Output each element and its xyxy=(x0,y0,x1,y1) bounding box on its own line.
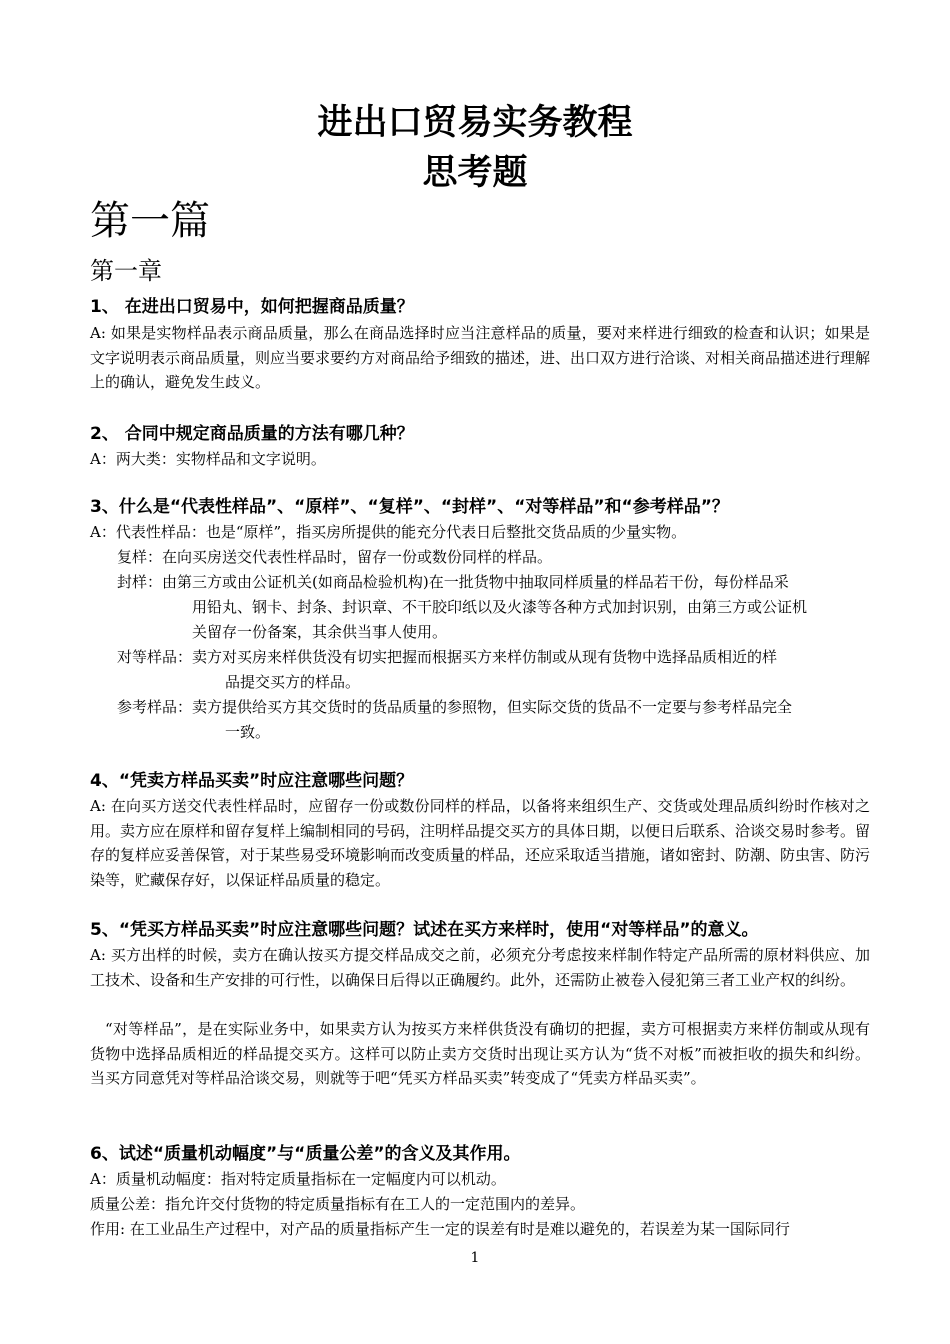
chapter-heading: 第一章 xyxy=(90,257,162,285)
answer-3-reference-2: 一致。 xyxy=(225,723,271,741)
question-3: 3、什么是“代表性样品”、“原样”、“复样”、“封样”、“对等样品”和“参考样品”？ xyxy=(90,497,729,517)
question-1: 1、 在进出口贸易中，如何把握商品质量？ xyxy=(90,297,414,317)
answer-5-part-1: A: 买方出样的时候，卖方在确认按买方提交样品成交之前，必须充分考虑按来样制作特定产品所需的原材料供应、加工技术、设备和生产安排的可行性，以确保日后得以正确履约。此外，还需防止被卷入侵犯第三者工业产权的纠纷。 xyxy=(90,946,870,989)
part-heading: 第一篇 xyxy=(90,198,210,244)
answer-3-sealed-3: 关留存一份备案，其余供当事人使用。 xyxy=(192,623,448,641)
answer-5-part-2: “对等样品”，是在实际业务中，如果卖方认为按买方来样供货没有确切的把握，卖方可根据卖方来样仿制或从现有货物中选择品质相近的样品提交买方。这样可以防止卖方交货时出现让买方认为“货不对板”而被拒收的损失和纠纷。当买方同意凭对等样品洽谈交易，则就等于吧“凭买方样品买卖”转变成了“凭卖方样品买卖”。 xyxy=(90,1020,870,1087)
question-6: 6、试述“质量机动幅度”与“质量公差”的含义及其作用。 xyxy=(90,1144,521,1164)
answer-3-reference-1: 参考样品：卖方提供给买方其交货时的货品质量的参照物，但实际交货的货品不一定要与参考样品完全 xyxy=(117,698,793,716)
question-2: 2、 合同中规定商品质量的方法有哪几种？ xyxy=(90,424,414,444)
answer-3-representative: A：代表性样品：也是“原样”，指买房所提供的能充分代表日后整批交货品质的少量实物。 xyxy=(90,523,687,541)
answer-3-sealed-2: 用铅丸、钢卡、封条、封识章、不干胶印纸以及火漆等各种方式加封识别，由第三方或公证机 xyxy=(192,598,808,616)
answer-6-tolerance: 质量公差：指允许交付货物的特定质量指标有在工人的一定范围内的差异。 xyxy=(90,1195,586,1213)
answer-3-counter-2: 品提交买方的样品。 xyxy=(225,673,361,691)
answer-3-duplicate: 复样：在向买房送交代表性样品时，留存一份或数份同样的样品。 xyxy=(117,548,553,566)
answer-4: A: 在向买方送交代表性样品时，应留存一份或数份同样的样品，以备将来组织生产、交货或处理品质纠纷时作核对之用。卖方应在原样和留存复样上编制相同的号码，注明样品提交买方的具体日期，以便日后联系、洽谈交易时参考。留存的复样应妥善保管，对于某些易受环境影响而改变质量的样品，还应采取适当措施，诸如密封、防潮、防虫害、防污染等，贮藏保存好，以保证样品质量的稳定。 xyxy=(90,797,871,889)
answer-2: A：两大类：实物样品和文字说明。 xyxy=(90,450,326,468)
answer-6-range: A：质量机动幅度：指对特定质量指标在一定幅度内可以机动。 xyxy=(90,1170,506,1188)
document-title: 进出口贸易实务教程 xyxy=(317,103,633,143)
answer-3-sealed-1: 封样：由第三方或由公证机关(如商品检验机构)在一批货物中抽取同样质量的样品若干份，每份样品采 xyxy=(117,573,789,591)
answer-3-counter-1: 对等样品：卖方对买房来样供货没有切实把握而根据买方来样仿制或从现有货物中选择品质相近的样 xyxy=(117,648,778,666)
answer-6-effect: 作用: 在工业品生产过程中，对产品的质量指标产生一定的误差有时是难以避免的，若误差为某一国际同行 xyxy=(90,1220,790,1238)
question-5: 5、“凭买方样品买卖”时应注意哪些问题？试述在买方来样时，使用“对等样品”的意义。 xyxy=(90,920,759,940)
page-number: 1 xyxy=(470,1250,480,1266)
document-subtitle: 思考题 xyxy=(422,153,528,193)
question-4: 4、“凭卖方样品买卖”时应注意哪些问题？ xyxy=(90,771,414,791)
answer-1: A: 如果是实物样品表示商品质量，那么在商品选择时应当注意样品的质量，要对来样进行细致的检查和认识；如果是文字说明表示商品质量，则应当要求要约方对商品给予细致的描述，进、出口双方进行洽谈、对相关商品描述进行理解上的确认，避免发生歧义。 xyxy=(90,324,871,391)
